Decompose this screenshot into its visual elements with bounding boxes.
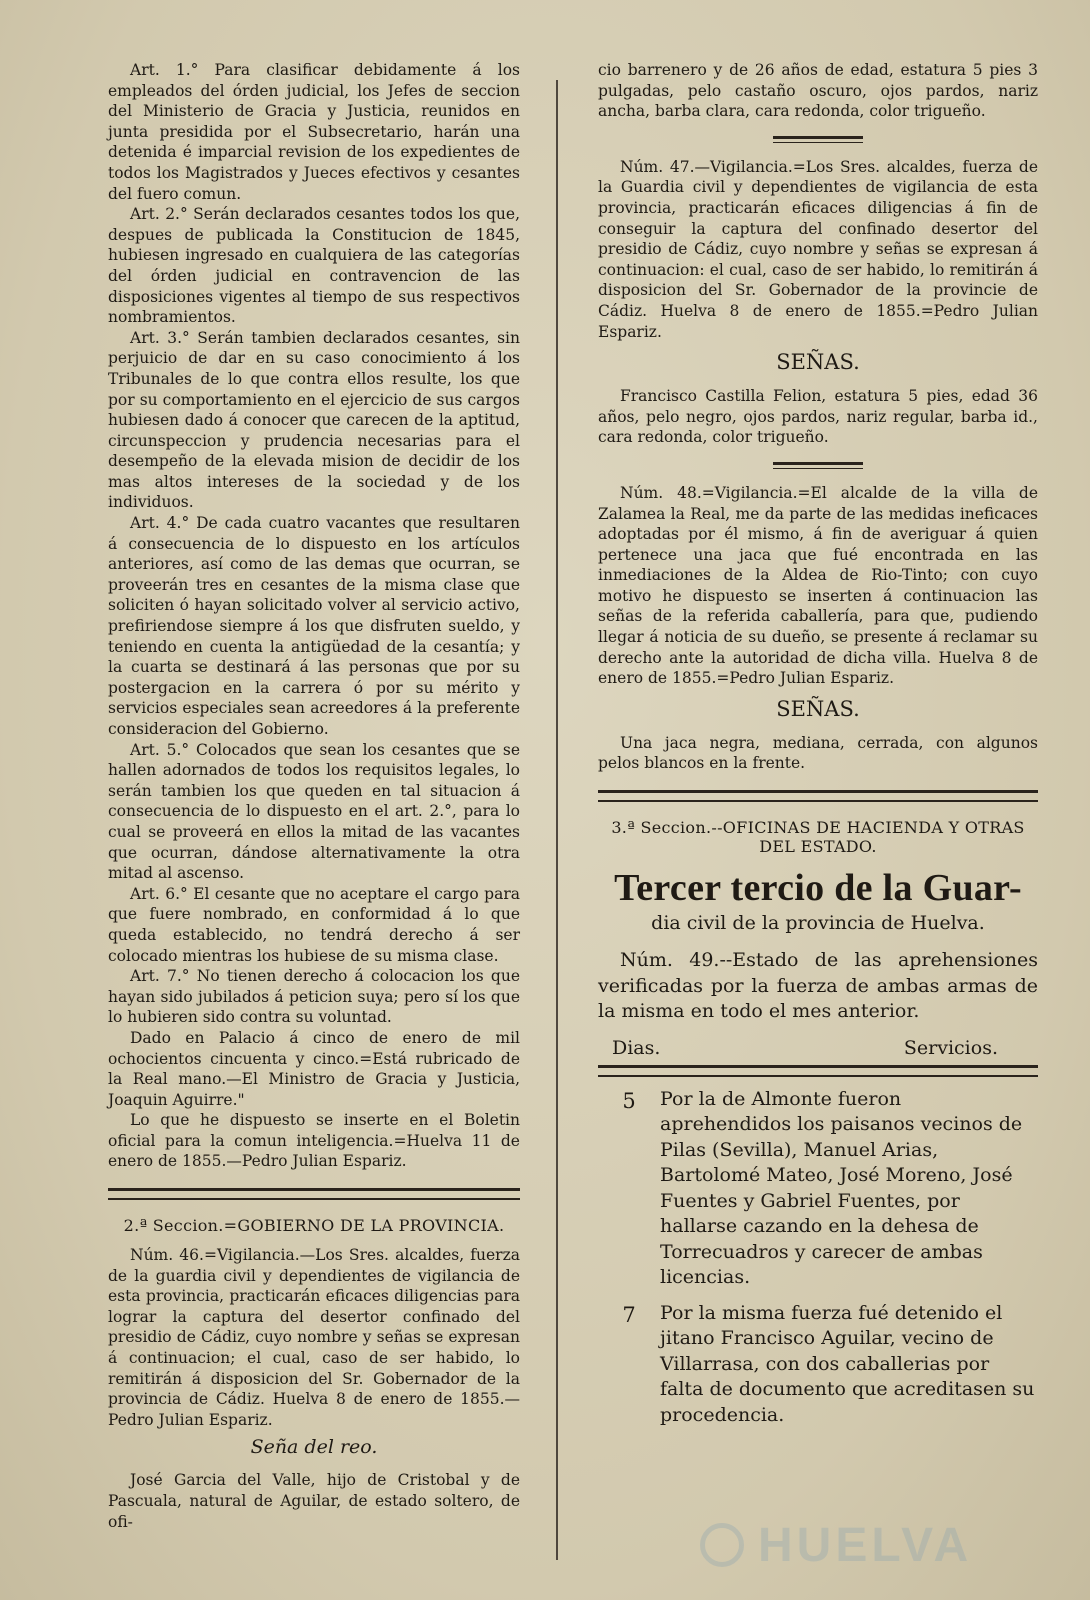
article-3: Art. 3.° Serán tambien declarados cesantes, sin perjuicio de dar en su caso conocimiento á los Tribunales de lo que contra ellos resulte, los que por su comportamiento en el ejercicio de sus cargos hubiesen dado á conocer que carecen de la aptitud, circunspeccion y prudencia necesarias para el desempeño de la elevada mision de decidir de los mas altos intereses de la sociedad y de los individuos.: [108, 328, 520, 512]
article-1: Art. 1.° Para clasificar debidamente á los empleados del órden judicial, los Jefes de seccion del Ministerio de Gracia y Justicia, reunidos en junta presidida por el Subsecretario, harán una detenida é imparcial revision de los expedientes de todos los Magistrados y Jueces efectivos y cesantes del fuero comun.: [108, 61, 520, 203]
row-day: 7: [622, 1302, 636, 1327]
sena-del-reo-heading: Seña del reo.: [250, 1436, 378, 1459]
article-5: Art. 5.° Colocados que sean los cesantes que se hallen adornados de todos los requisitos legales, lo serán tambien los que queden en tal situacion á consecuencia de lo dispuesto en el art. 2.°, para lo cual se proveerá en ellos la mitad de las vacantes que ocurran, dándose alternativamente la otra mitad al ascenso.: [108, 740, 520, 883]
senas-text-1: Francisco Castilla Felion, estatura 5 pies, edad 36 años, pelo negro, ojos pardos, nariz regular, barba id., cara redonda, color trigueño.: [598, 387, 1038, 447]
short-rule: [773, 462, 863, 469]
column-header-services: Servicios.: [903, 1036, 998, 1059]
left-column: [108, 60, 520, 1532]
short-rule: [773, 136, 863, 143]
article-6: Art. 6.° El cesante que no aceptare el cargo para que fuere nombrado, en conformidad á lo que queda establecido, no tendrá derecho á ser colocado mientras los hubiese de su misma clase.: [108, 884, 520, 965]
notice-46: Núm. 46.=Vigilancia.—Los Sres. alcaldes, fuerza de la guardia civil y dependientes de vigilancia de esta provincia, practicarán eficaces diligencias para lograr la captura del desertor confinado del presidio de Cádiz, cuyo nombre y señas se expresan á continuacion; el cual, caso de ser habido, lo remitirán á disposicion del Sr. Gobernador de la provincia de Cádiz. Huelva 8 de enero de 1855.—Pedro Julian Espariz.: [108, 1246, 520, 1429]
guardia-civil-title: Tercer tercio de la Guar-: [614, 867, 1022, 910]
row-service: Por la misma fuerza fué detenido el jitano Francisco Aguilar, vecino de Villarrasa, con dos caballerias por falta de documento que acreditasen su procedencia.: [660, 1301, 1035, 1426]
article-4: Art. 4.° De cada cuatro vacantes que resultaren á consecuencia de lo dispuesto en los artículos anteriores, así como de las demas que ocurran, se proveerán tres en cesantes de la misma clase que soliciten ó hayan solicitado volver al servicio activo, prefiriendose siempre á los que disfruten sueldo, y teniendo en cuenta la antigüedad de la cesantía; y la cuarta se destinará á las personas que por su postergacion en la carrera ó por su mérito y servicios especiales sean acreedores á la preferente consideracion del Gobierno.: [108, 514, 520, 738]
notice-48: Núm. 48.=Vigilancia.=El alcalde de la villa de Zalamea la Real, me da parte de las medidas ineficaces adoptadas por él mismo, á fin de averiguar á quien pertenece una jaca que fué encontrada en las inmediaciones de la Aldea de Rio-Tinto; con cuyo motivo he dispuesto se inserten á continuacion las señas de la referida caballería, para que, pudiendo llegar á noticia de su dueño, se presente á reclamar su derecho ante la autoridad de dicha villa. Huelva 8 de enero de 1855.=Pedro Julian Espariz.: [598, 483, 1038, 688]
article-7: Art. 7.° No tienen derecho á colocacion los que hayan sido jubilados á peticion suya; pero sí los que lo hubieren sido contra su voluntad.: [108, 967, 520, 1027]
section-rule: [108, 1188, 520, 1200]
publication-note: Lo que he dispuesto se inserte en el Boletin oficial para la comun inteligencia.=Huelva 11 de enero de 1855.—Pedro Julian Espariz.: [108, 1111, 520, 1171]
section-3-heading-line2: DEL ESTADO.: [759, 837, 877, 857]
sena-del-reo-text: José Garcia del Valle, hijo de Cristobal y de Pascuala, natural de Aguilar, de estado soltero, de ofi-: [108, 1471, 520, 1531]
column-divider: [556, 80, 558, 1560]
section-3-heading: 3.ª Seccion.--OFICINAS DE HACIENDA Y OTRAS: [611, 818, 1025, 838]
section-rule: [598, 790, 1038, 802]
column-header-days: Dias.: [612, 1036, 661, 1059]
table-row: [598, 1087, 1038, 1291]
senas-heading-1: SEÑAS.: [776, 350, 860, 375]
senas-text-2: Una jaca negra, mediana, cerrada, con algunos pelos blancos en la frente.: [598, 733, 1038, 773]
continuation-text: cio barrenero y de 26 años de edad, estatura 5 pies 3 pulgadas, pelo castaño oscuro, ojos pardos, nariz ancha, barba clara, cara redonda, color trigueño.: [598, 61, 1038, 121]
article-2: Art. 2.° Serán declarados cesantes todos los que, despues de publicada la Constitucion de 1845, hubiesen ingresado en cualquiera de las categorías del órden judicial en contravencion de las disposiciones vigentes al tiempo de sus respectivos nombramientos.: [108, 205, 520, 327]
watermark-logo-icon: [700, 1523, 744, 1567]
decree-closing: Dado en Palacio á cinco de enero de mil ochocientos cincuenta y cinco.=Está rubricado de la Real mano.—El Ministro de Gracia y Justicia, Joaquin Aguirre.": [108, 1028, 520, 1109]
table-row: [598, 1301, 1038, 1429]
notice-47: Núm. 47.—Vigilancia.=Los Sres. alcaldes, fuerza de la Guardia civil y dependientes de vigilancia de esta provincia, practicarán eficaces diligencias á fin de conseguir la captura del confinado desertor del presidio de Cádiz, cuyo nombre y señas se expresan á continuacion: el cual, caso de ser habido, lo remitirán á disposicion del Sr. Gobernador de la provincie de Cádiz. Huelva 8 de enero de 1855.=Pedro Julian Espariz.: [598, 157, 1038, 341]
section-2-heading: 2.ª Seccion.=GOBIERNO DE LA PROVINCIA.: [123, 1216, 505, 1236]
table-header: [598, 1037, 1038, 1059]
row-service: Por la de Almonte fueron aprehendidos los paisanos vecinos de Pilas (Sevilla), Manuel Arias, Bartolomé Mateo, José Moreno, José Fuentes y Gabriel Fuentes, por hallarse cazando en la dehesa de Torrecuadros y carecer de ambas licencias.: [660, 1087, 1023, 1289]
right-column: [598, 60, 1038, 1428]
huelva-watermark: [700, 1510, 1030, 1580]
notice-49: Núm. 49.--Estado de las aprehensiones verificadas por la fuerza de ambas armas de la misma en todo el mes anterior.: [598, 949, 1038, 1023]
table-rule: [598, 1065, 1038, 1077]
senas-heading-2: SEÑAS.: [776, 696, 860, 721]
guardia-civil-subtitle: dia civil de la provincia de Huelva.: [651, 912, 985, 935]
row-day: 5: [622, 1088, 636, 1113]
watermark-text: HUELVA: [758, 1518, 973, 1572]
